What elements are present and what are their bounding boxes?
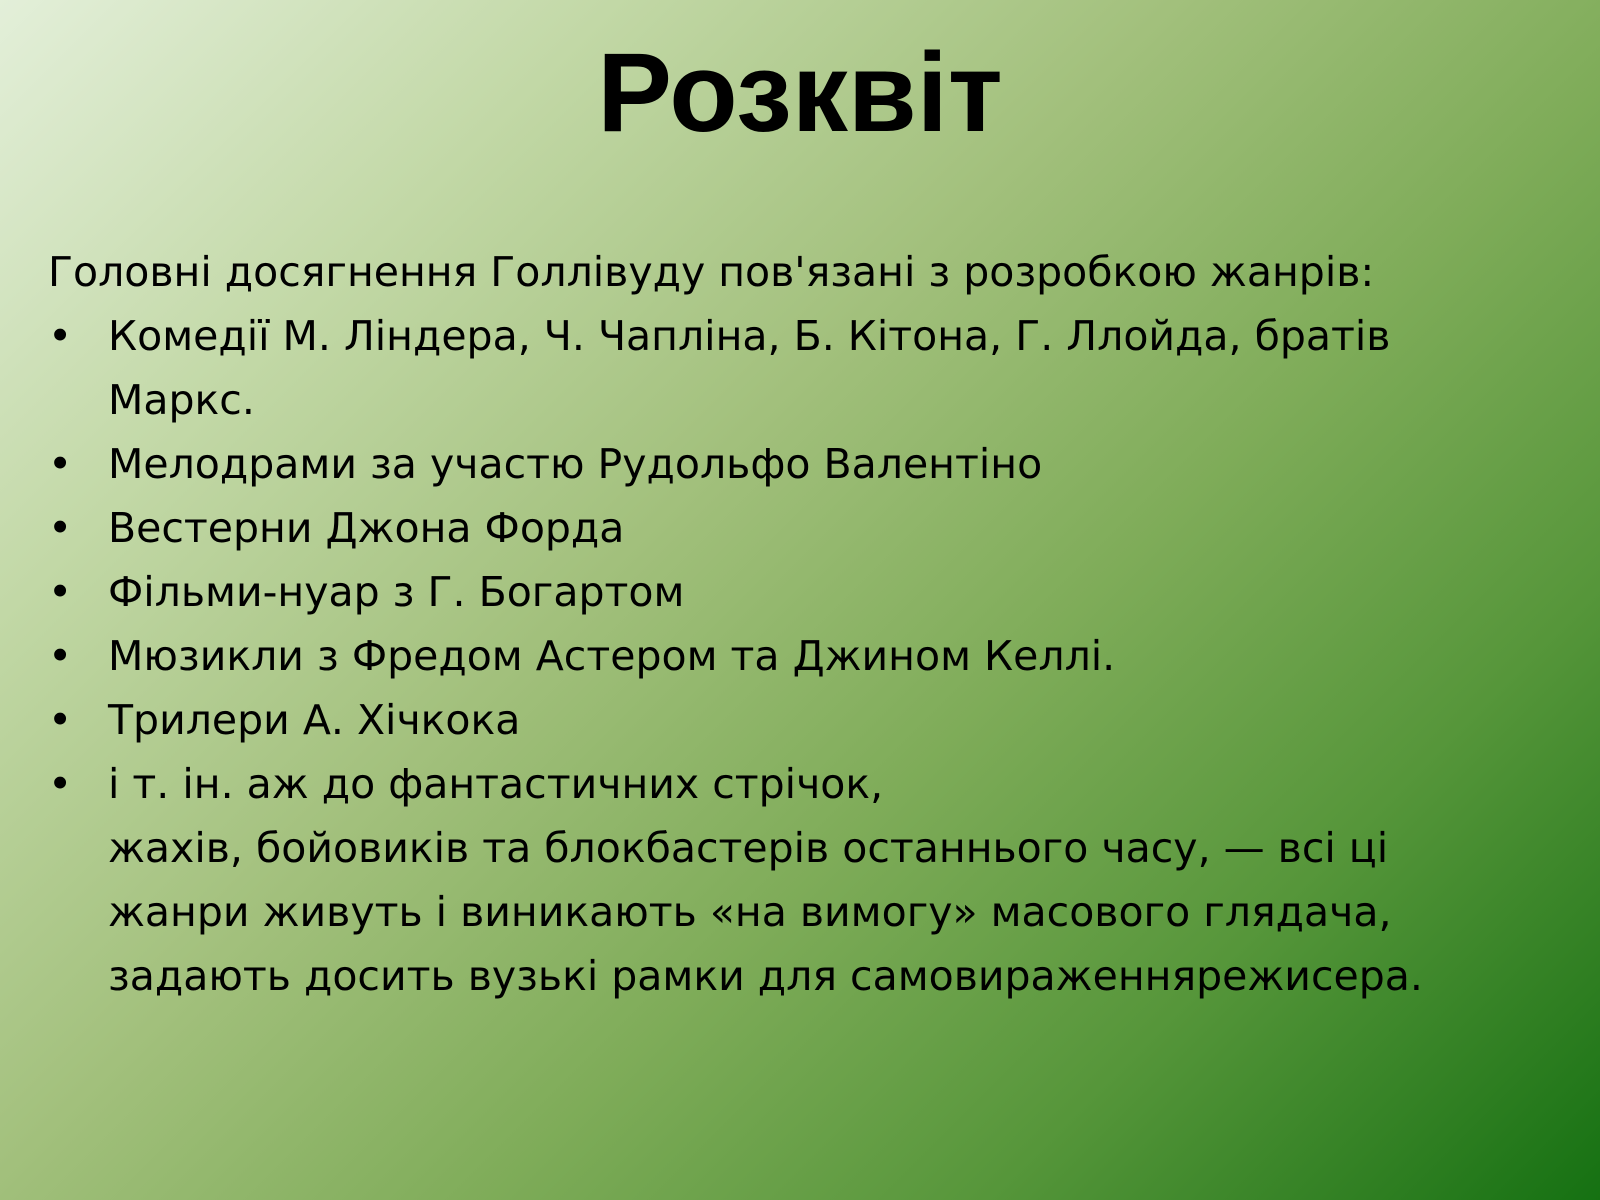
bullet-icon: • [48,568,73,616]
list-item-text [108,304,1568,432]
slide-title: Розквіт [597,30,1003,155]
intro-text: Головні досягнення Голлівуду пов'язані з розробкою жанрів: [48,248,1375,296]
list-item-line: жанри живуть і виникають «на вимогу» масового глядача, [108,888,1392,936]
list-item [48,624,1568,688]
list-item-line: і т. ін. аж до фантастичних стрічок, [108,760,884,808]
genre-list [48,304,1568,1008]
list-item [48,496,1568,560]
list-item-line: жахів, бойовиків та блокбастерів останнього часу, — всі ці [108,824,1389,872]
list-item [48,560,1568,624]
list-item [48,304,1568,432]
bullet-icon: • [48,440,73,488]
list-item-line: Комедії М. Ліндера, Ч. Чапліна, Б. Кітона, Г. Ллойда, братів [108,312,1391,360]
list-item-line: Трилери А. Хічкока [108,696,521,744]
list-item-text [108,688,1568,752]
bullet-icon: • [48,504,73,552]
list-item-line: Мюзикли з Фредом Астером та Джином Келлі. [108,632,1116,680]
list-item [48,432,1568,496]
slide-body [48,240,1568,1008]
list-item-text [108,752,1568,1008]
list-item-text [108,560,1568,624]
list-item-line: Маркс. [108,376,255,424]
list-item-line: задають досить вузькі рамки для самовираженнярежисера. [108,952,1423,1000]
bullet-icon: • [48,632,73,680]
list-item [48,688,1568,752]
bullet-icon: • [48,760,73,808]
list-item-text [108,624,1568,688]
list-item-text [108,496,1568,560]
list-item-text [108,432,1568,496]
list-item-line: Фільми-нуар з Г. Богартом [108,568,685,616]
list-item-line: Мелодрами за участю Рудольфо Валентіно [108,440,1043,488]
list-item [48,752,1568,1008]
bullet-icon: • [48,696,73,744]
bullet-icon: • [48,312,73,360]
list-item-line: Вестерни Джона Форда [108,504,625,552]
